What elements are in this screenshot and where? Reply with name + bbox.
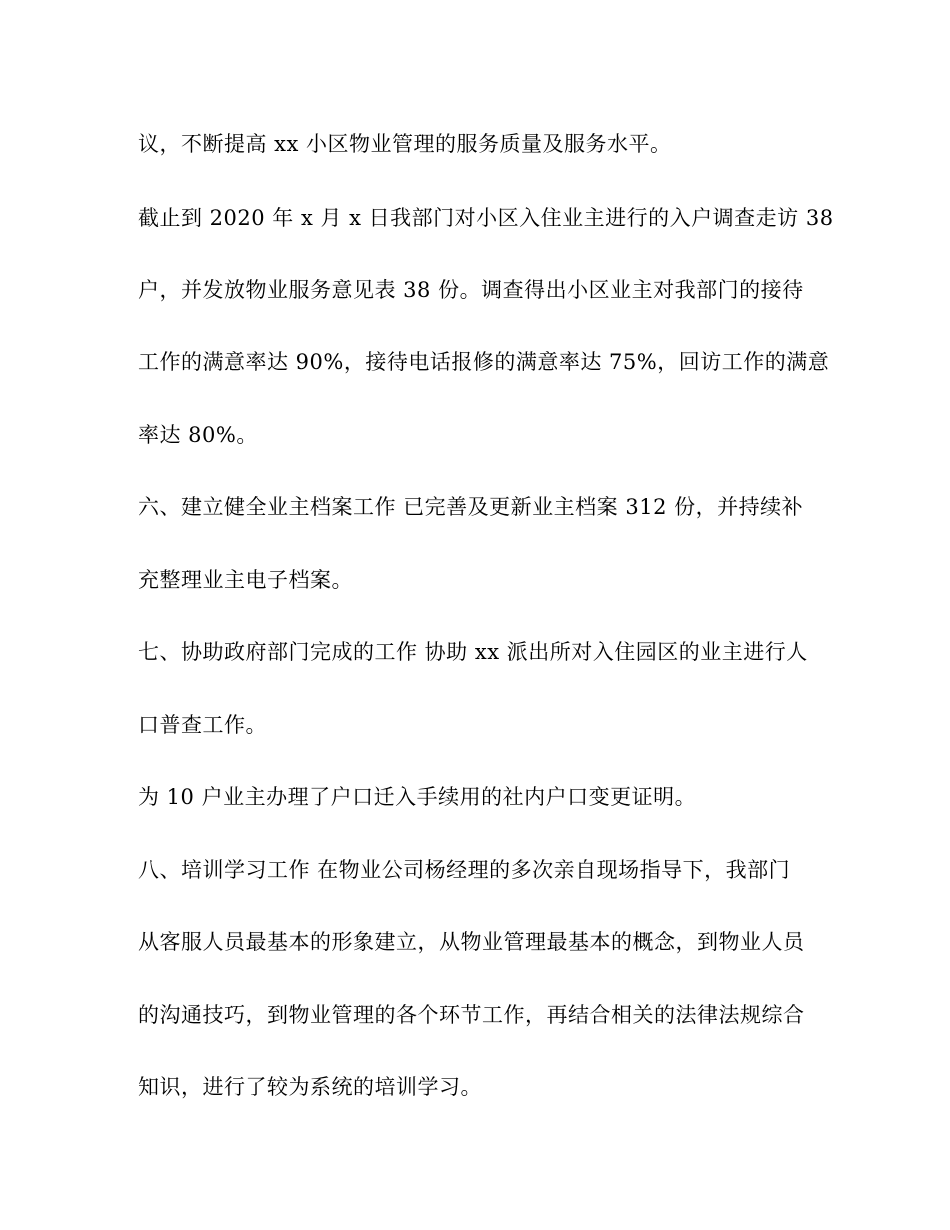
text-line-8: 七、协助政府部门完成的工作 协助 xx 派出所对入住园区的业主进行人: [138, 640, 808, 664]
text-line-6: 六、建立健全业主档案工作 已完善及更新业主档案 312 份，并持续补: [138, 495, 804, 519]
text-line-11: 八、培训学习工作 在物业公司杨经理的多次亲自现场指导下，我部门: [138, 858, 791, 882]
text-line-1: 议，不断提高 xx 小区物业管理的服务质量及服务水平。: [138, 132, 672, 156]
text-line-14: 知识，进行了较为系统的培训学习。: [138, 1075, 482, 1099]
text-line-13: 的沟通技巧，到物业管理的各个环节工作，再结合相关的法律法规综合: [138, 1003, 805, 1027]
text-line-7: 充整理业主电子档案。: [138, 568, 353, 592]
text-line-3: 户，并发放物业服务意见表 38 份。调查得出小区业主对我部门的接待: [138, 278, 804, 302]
text-line-9: 口普查工作。: [138, 713, 267, 737]
text-line-2: 截止到 2020 年 x 月 x 日我部门对小区入住业主进行的入户调查走访 38: [138, 206, 834, 230]
text-line-4: 工作的满意率达 90%，接待电话报修的满意率达 75%，回访工作的满意: [138, 350, 830, 374]
text-line-12: 从客服人员最基本的形象建立，从物业管理最基本的概念，到物业人员: [138, 930, 805, 954]
text-line-5: 率达 80%。: [138, 423, 258, 447]
text-line-10: 为 10 户业主办理了户口迁入手续用的社内户口变更证明。: [138, 785, 697, 809]
